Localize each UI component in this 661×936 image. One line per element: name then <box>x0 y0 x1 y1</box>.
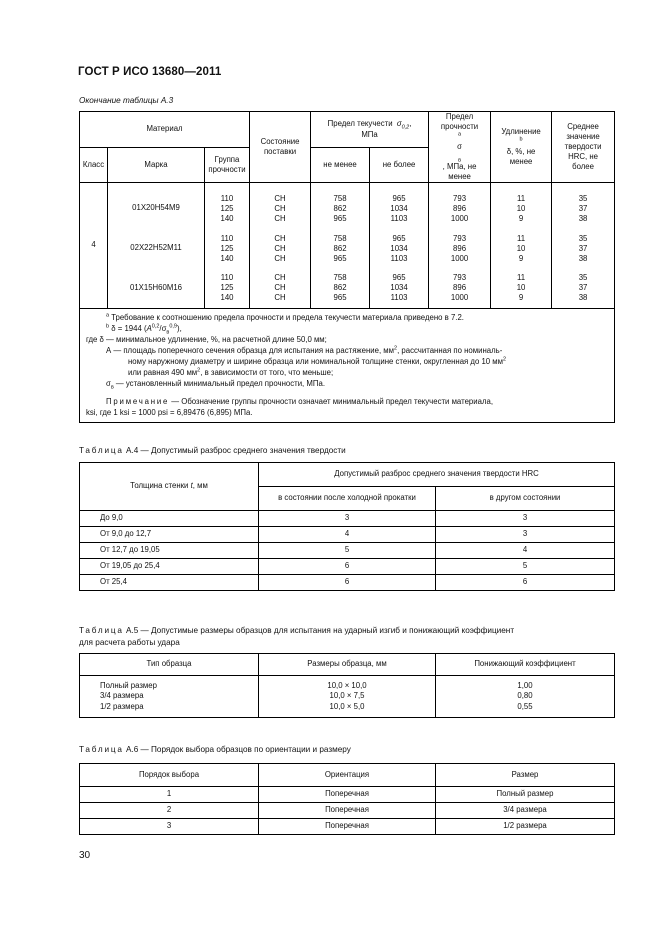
table-a4-caption: Таблица А.4 — Допустимый разброс среднего значения твердости <box>79 446 346 455</box>
cold-rolled-header: в состоянии после холодной прокатки <box>259 487 436 511</box>
yield-min-header: не менее <box>311 148 370 183</box>
table-row: 01Х15Н60М16 110 125 140 CH CH CH 758 862 965 965 1034 1103 793 896 1000 11 10 9 35 37 38 <box>80 269 615 309</box>
orientation-header: Ориентация <box>259 764 436 787</box>
table-row: Полный размер 3/4 размера 1/2 размера 10,0 × 10,0 10,0 × 7,5 10,0 × 5,0 1,00 0,80 0,55 <box>80 676 615 718</box>
table-row: От 19,05 до 25,4 6 5 <box>80 559 615 575</box>
table-row: 3 Поперечная 1/2 размера <box>80 819 615 835</box>
grade-cell: 02Х22Н52М11 <box>108 229 205 269</box>
table-row: До 9,0 3 3 <box>80 511 615 527</box>
hardness-spread-header: Допустимый разброс среднего значения твердости HRC <box>259 463 615 487</box>
class-cell: 4 <box>80 183 108 309</box>
reduction-coef-header: Понижающий коэффициент <box>436 654 615 676</box>
grade-cell: 01Х20Н54М9 <box>108 189 205 229</box>
yield-max-header: не более <box>370 148 429 183</box>
other-state-header: в другом состоянии <box>436 487 615 511</box>
wall-thickness-header: Толщина стенки t, мм <box>80 463 259 511</box>
tensile-strength-header: Предел прочности $^a$ σ $_в$ , МПа, не менее <box>429 112 491 183</box>
grade-header: Марка <box>108 148 205 183</box>
table-a5 <box>79 653 615 718</box>
table-row: От 25,4 6 6 <box>80 575 615 591</box>
selection-order-header: Порядок выбора <box>80 764 259 787</box>
table-row: 2 Поперечная 3/4 размера <box>80 803 615 819</box>
page-number: 30 <box>79 850 91 861</box>
table-a3-footnotes: $^a$ Требование к соотношению предела прочности и предела текучести материала приведено в 7.2. $^b$ δ = 1944 $(A^{0,2}/\sigma_в^{0,9})$, где δ — минимальное удлинение, %, на расчетной длине 50,0 мм; А — площадь поперечного сечения образца для испытания на растяжение, $мм^2$, рассчитанная по номиналь- ному наружному диаметру и ширине образца или номинальной толщине стенки, округленная до 10 $мм^2$ или равная 490 $мм^2$, в зависимости от того, что меньше; $\sigma_в$ — установленный минимальный предел прочности, МПа. Примечание — Обозначение группы прочности означает минимальный предел текучести материала, ksi, где 1 ksi = 1000 psi = 6,89476 (6,895) МПа. <box>80 309 615 423</box>
material-header: Материал <box>80 112 250 148</box>
table-row: 02Х22Н52М11 110 125 140 CH CH CH 758 862 965 965 1034 1103 793 896 1000 11 10 9 35 37 38 <box>80 229 615 269</box>
table-a3-caption: Окончание таблицы А.3 <box>79 96 174 105</box>
yield-strength-header: Предел текучести $\sigma_{0,2}$, МПа <box>311 112 429 148</box>
table-row: От 12,7 до 19,05 5 4 <box>80 543 615 559</box>
table-a4 <box>79 462 615 591</box>
hardness-header: Среднее значение твердости HRC, не более <box>552 112 615 183</box>
strength-group-header: Группа прочности <box>205 148 250 183</box>
specimen-type-header: Тип образца <box>80 654 259 676</box>
table-row: От 9,0 до 12,7 4 3 <box>80 527 615 543</box>
size-header: Размер <box>436 764 615 787</box>
grade-cell: 01Х15Н60М16 <box>108 269 205 309</box>
specimen-size-header: Размеры образца, мм <box>259 654 436 676</box>
table-row: 01Х20Н54М9 110 125 140 CH CH CH 758 862 965 965 1034 1103 793 896 1000 11 10 9 35 37 38 <box>80 189 615 229</box>
class-header: Класс <box>80 148 108 183</box>
document-title: ГОСТ Р ИСО 13680—2011 <box>78 66 222 78</box>
table-a6 <box>79 763 615 835</box>
table-a6-caption: Таблица А.6 — Порядок выбора образцов по ориентации и размеру <box>79 745 351 754</box>
table-a3 <box>79 111 615 423</box>
table-a5-caption: Таблица А.5 — Допустимые размеры образцов для испытания на ударный изгиб и понижающий коэффициент для расчета работы удара <box>79 626 515 647</box>
table-row: 1 Поперечная Полный размер <box>80 787 615 803</box>
elongation-header: Удлинение $^b$ δ, %, не менее <box>491 112 552 183</box>
delivery-state-header: Состояние поставки <box>250 112 311 183</box>
